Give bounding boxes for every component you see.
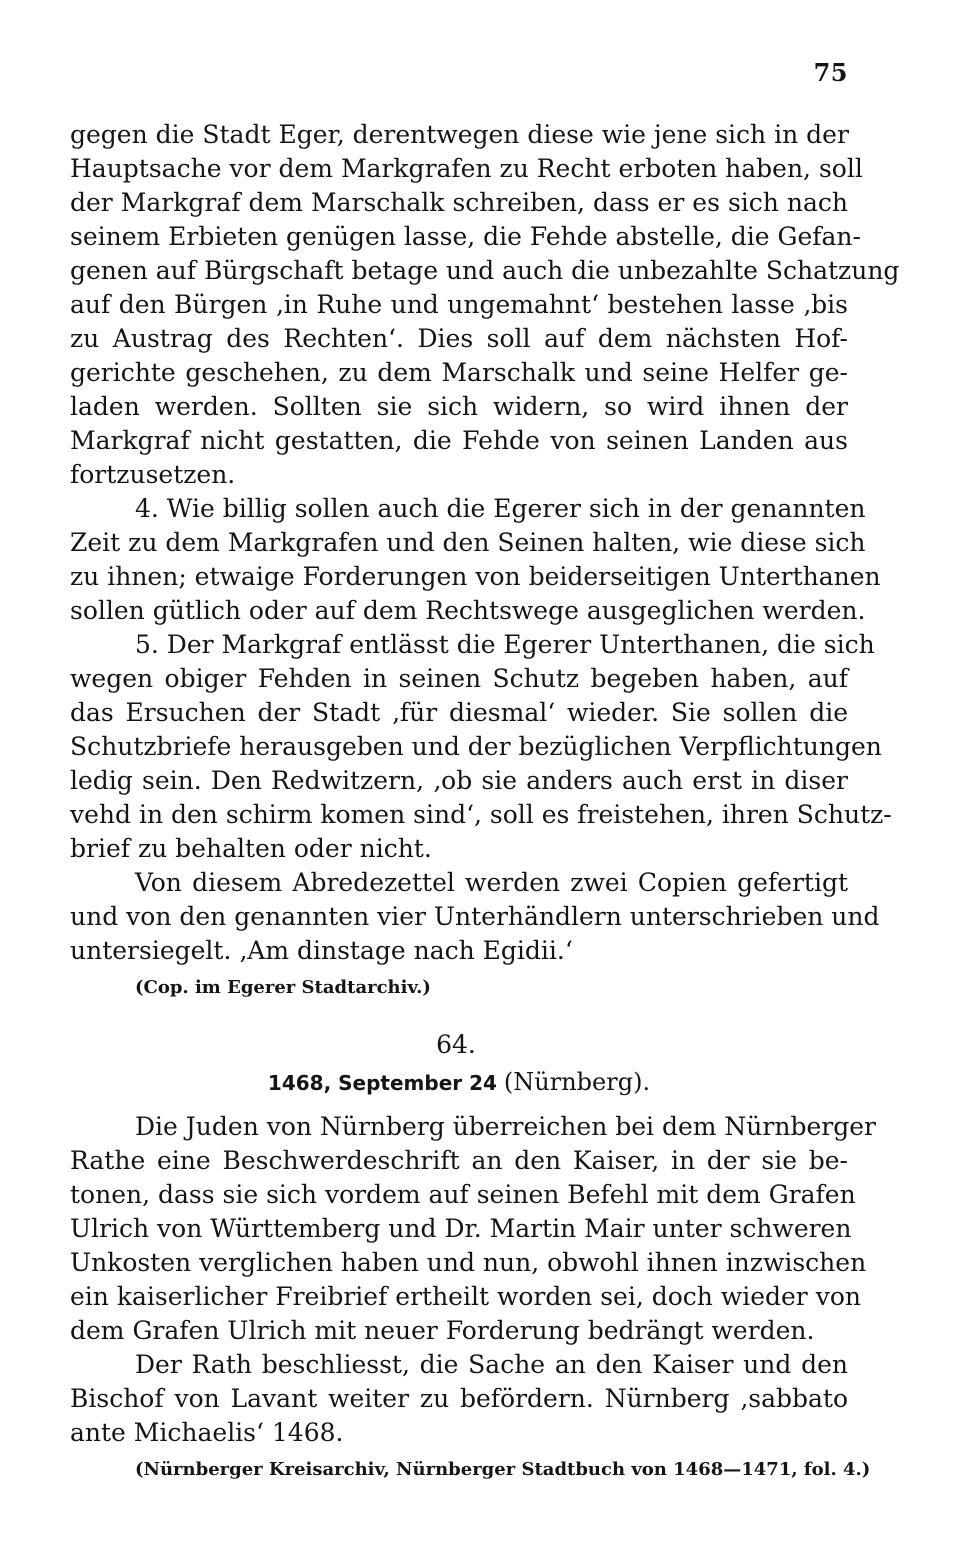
- text-line: ledig sein. Den Redwitzern, ‚ob sie anders auch erst in diser: [70, 766, 848, 795]
- document-heading: [0, 1066, 918, 1100]
- text-line: 4. Wie billig sollen auch die Egerer sich in der genannten: [135, 494, 866, 523]
- source-citation: (Nürnberger Kreisarchiv, Nürnberger Stadtbuch von 1468—1471, fol. 4.): [135, 1459, 871, 1480]
- source-citation: (Cop. im Egerer Stadtarchiv.): [135, 977, 431, 998]
- document-number: 64.: [436, 1030, 476, 1059]
- text-line: Hauptsache vor dem Markgrafen zu Recht erboten haben, soll: [70, 154, 863, 183]
- text-line: brief zu behalten oder nicht.: [70, 834, 432, 863]
- text-line: fortzusetzen.: [70, 460, 236, 489]
- text-line: untersiegelt. ‚Am dinstage nach Egidii.‘: [70, 936, 573, 965]
- text-line: Zeit zu dem Markgrafen und den Seinen halten, wie diese sich: [70, 528, 866, 557]
- page-number: 75: [813, 58, 848, 87]
- text-line: dem Grafen Ulrich mit neuer Forderung bedrängt werden.: [70, 1316, 815, 1345]
- text-line: Schutzbriefe herausgeben und der bezüglichen Verpflichtungen: [70, 732, 882, 761]
- document-place: (Nürnberg).: [503, 1068, 651, 1096]
- text-line: und von den genannten vier Unterhändlern unterschrieben und: [70, 902, 880, 931]
- document-date: 1468, September 24: [267, 1071, 497, 1095]
- text-line: genen auf Bürgschaft betage und auch die unbezahlte Schatzung: [70, 256, 900, 285]
- text-line: gegen die Stadt Eger, derentwegen diese wie jene sich in der: [70, 120, 849, 149]
- text-line: ein kaiserlicher Freibrief ertheilt worden sei, doch wieder von: [70, 1282, 861, 1311]
- text-line: Der Rath beschliesst, die Sache an den Kaiser und den: [135, 1350, 848, 1379]
- text-line: gerichte geschehen, zu dem Marschalk und seine Helfer ge-: [70, 358, 848, 387]
- text-line: Markgraf nicht gestatten, die Fehde von seinen Landen aus: [70, 426, 848, 455]
- text-line: tonen, dass sie sich vordem auf seinen Befehl mit dem Grafen: [70, 1180, 856, 1209]
- text-line: Die Juden von Nürnberg überreichen bei dem Nürnberger: [135, 1112, 876, 1141]
- text-line: Von diesem Abredezettel werden zwei Copien gefertigt: [135, 868, 848, 897]
- text-line: Ulrich von Württemberg und Dr. Martin Mair unter schweren: [70, 1214, 852, 1243]
- text-line: sollen gütlich oder auf dem Rechtswege ausgeglichen werden.: [70, 596, 866, 625]
- text-line: wegen obiger Fehden in seinen Schutz begeben haben, auf: [70, 664, 848, 693]
- text-line: Rathe eine Beschwerdeschrift an den Kaiser, in der sie be-: [70, 1146, 848, 1175]
- text-line: zu Austrag des Rechten‘. Dies soll auf dem nächsten Hof-: [70, 324, 848, 353]
- text-line: 5. Der Markgraf entlässt die Egerer Unterthanen, die sich: [135, 630, 875, 659]
- text-line: seinem Erbieten genügen lasse, die Fehde abstelle, die Gefan-: [70, 222, 861, 251]
- text-line: vehd in den schirm komen sind‘, soll es freistehen, ihren Schutz-: [70, 800, 892, 829]
- text-line: der Markgraf dem Marschalk schreiben, dass er es sich nach: [70, 188, 848, 217]
- text-line: ante Michaelis‘ 1468.: [70, 1418, 344, 1447]
- text-line: Bischof von Lavant weiter zu befördern. Nürnberg ‚sabbato: [70, 1384, 848, 1413]
- text-line: zu ihnen; etwaige Forderungen von beiderseitigen Unterthanen: [70, 562, 881, 591]
- text-line: Unkosten verglichen haben und nun, obwohl ihnen inzwischen: [70, 1248, 867, 1277]
- text-line: laden werden. Sollten sie sich widern, so wird ihnen der: [70, 392, 848, 421]
- text-line: das Ersuchen der Stadt ‚für diesmal‘ wieder. Sie sollen die: [70, 698, 848, 727]
- text-line: auf den Bürgen ‚in Ruhe und ungemahnt‘ bestehen lasse ‚bis: [70, 290, 848, 319]
